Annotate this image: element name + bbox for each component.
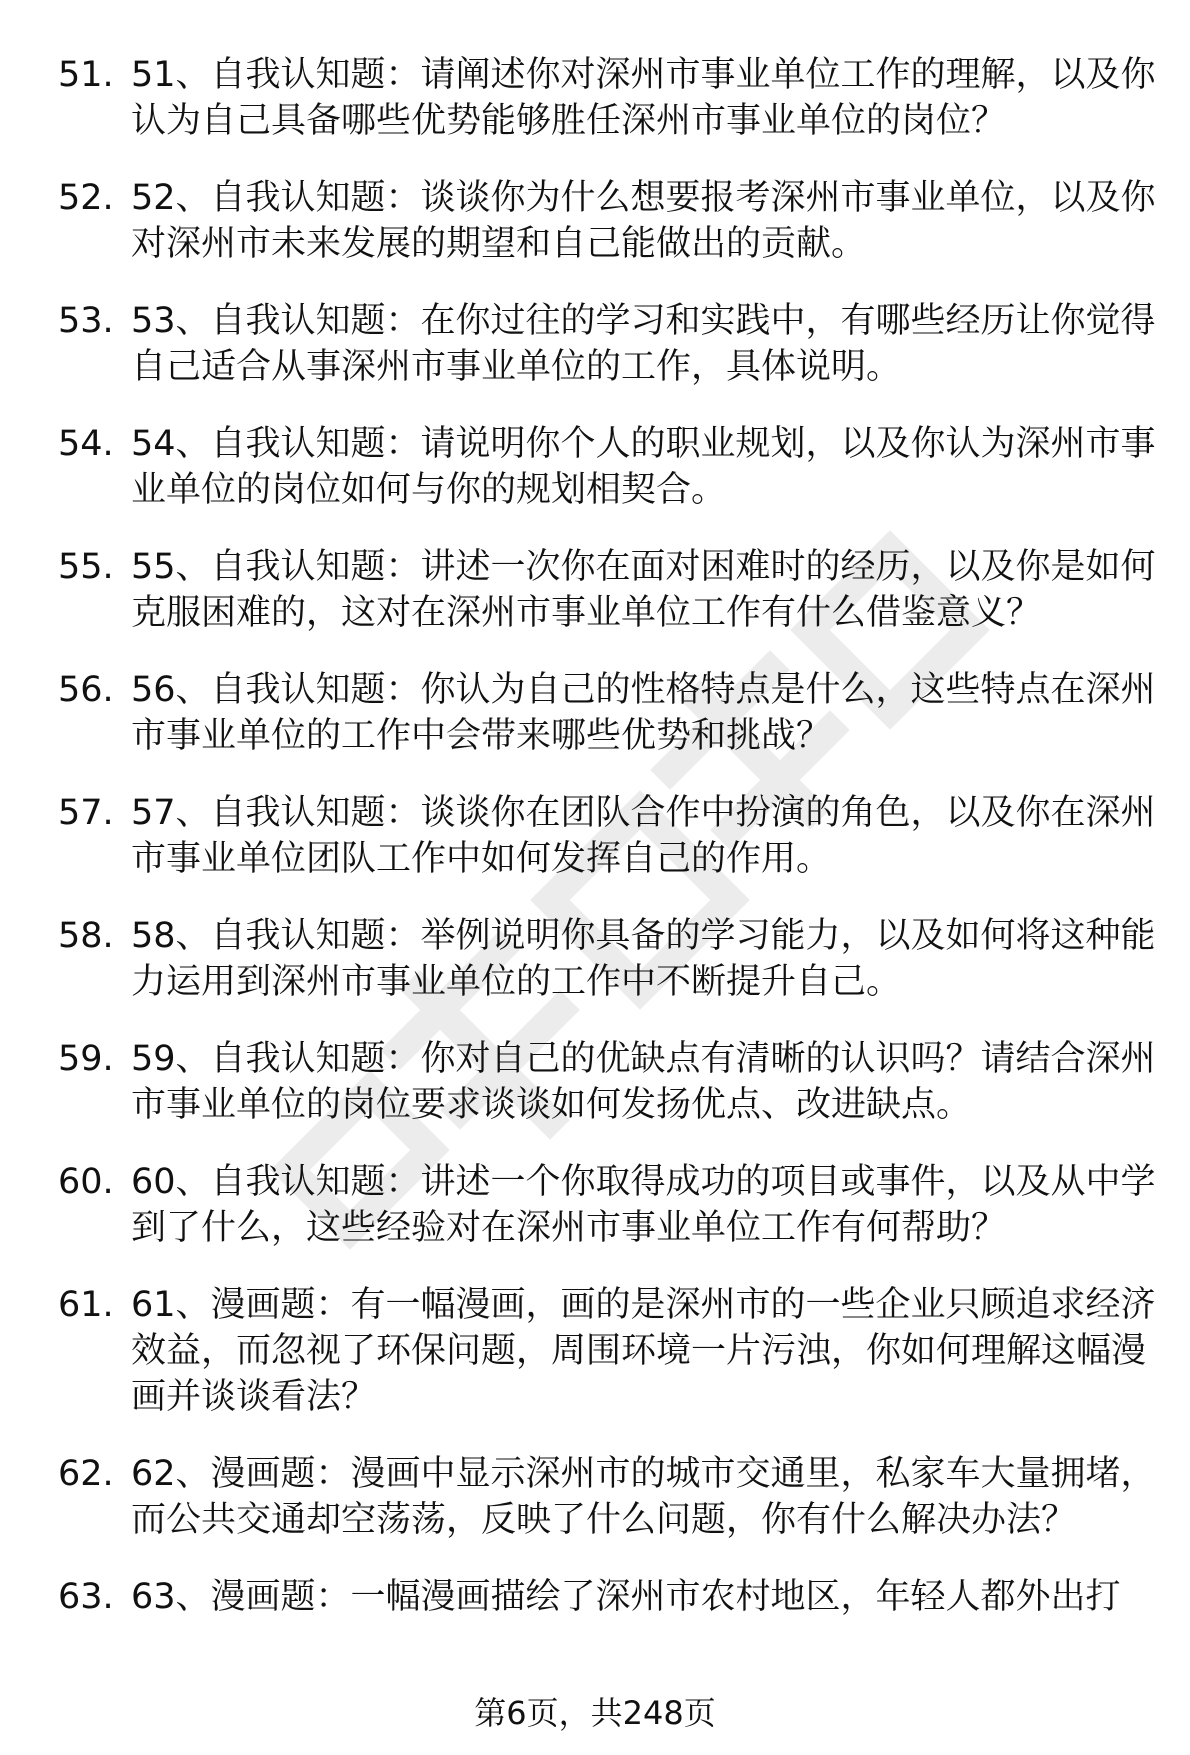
question-item xyxy=(58,1282,1158,1420)
question-number: 54. xyxy=(58,424,114,464)
question-item xyxy=(58,298,1158,390)
question-item xyxy=(58,52,1158,144)
question-item xyxy=(58,1159,1158,1251)
question-item xyxy=(58,790,1158,882)
question-number: 57. xyxy=(58,793,114,833)
question-number: 55. xyxy=(58,547,114,587)
question-item xyxy=(58,667,1158,759)
question-number: 61. xyxy=(58,1285,114,1325)
question-number: 63. xyxy=(58,1577,114,1617)
question-text: 63、漫画题：一幅漫画描绘了深州市农村地区，年轻人都外出打 xyxy=(131,1577,1121,1617)
question-item xyxy=(58,1574,1158,1620)
question-item xyxy=(58,421,1158,513)
question-number: 60. xyxy=(58,1162,114,1202)
question-number: 52. xyxy=(58,178,114,218)
question-text: 53、自我认知题：在你过往的学习和实践中，有哪些经历让你觉得自己适合从事深州市事业单位的工作，具体说明。 xyxy=(131,301,1156,387)
question-item xyxy=(58,175,1158,267)
question-number: 53. xyxy=(58,301,114,341)
question-text: 54、自我认知题：请说明你个人的职业规划，以及你认为深州市事业单位的岗位如何与你的规划相契合。 xyxy=(131,424,1156,510)
question-text: 51、自我认知题：请阐述你对深州市事业单位工作的理解，以及你认为自己具备哪些优势能够胜任深州市事业单位的岗位？ xyxy=(131,55,1156,141)
question-text: 60、自我认知题：讲述一个你取得成功的项目或事件，以及从中学到了什么，这些经验对在深州市事业单位工作有何帮助？ xyxy=(131,1162,1156,1248)
question-number: 56. xyxy=(58,670,114,710)
question-number: 62. xyxy=(58,1454,114,1494)
question-text: 52、自我认知题：谈谈你为什么想要报考深州市事业单位，以及你对深州市未来发展的期望和自己能做出的贡献。 xyxy=(131,178,1156,264)
question-item xyxy=(58,544,1158,636)
question-list xyxy=(58,52,1158,1651)
question-text: 55、自我认知题：讲述一次你在面对困难时的经历，以及你是如何克服困难的，这对在深州市事业单位工作有什么借鉴意义？ xyxy=(131,547,1156,633)
question-text: 62、漫画题：漫画中显示深州市的城市交通里，私家车大量拥堵，而公共交通却空荡荡，反映了什么问题，你有什么解决办法？ xyxy=(131,1454,1156,1540)
question-number: 51. xyxy=(58,55,114,95)
question-text: 56、自我认知题：你认为自己的性格特点是什么，这些特点在深州市事业单位的工作中会带来哪些优势和挑战？ xyxy=(131,670,1156,756)
question-number: 59. xyxy=(58,1039,114,1079)
question-text: 59、自我认知题：你对自己的优缺点有清晰的认识吗？请结合深州市事业单位的岗位要求谈谈如何发扬优点、改进缺点。 xyxy=(131,1039,1156,1125)
question-number: 58. xyxy=(58,916,114,956)
page-footer: 第6页，共248页 xyxy=(474,1694,716,1732)
question-item xyxy=(58,1036,1158,1128)
question-item xyxy=(58,913,1158,1005)
question-text: 58、自我认知题：举例说明你具备的学习能力，以及如何将这种能力运用到深州市事业单位的工作中不断提升自己。 xyxy=(131,916,1156,1002)
question-text: 61、漫画题：有一幅漫画，画的是深州市的一些企业只顾追求经济效益，而忽视了环保问题，周围环境一片污浊，你如何理解这幅漫画并谈谈看法？ xyxy=(131,1285,1156,1417)
question-item xyxy=(58,1451,1158,1543)
question-text: 57、自我认知题：谈谈你在团队合作中扮演的角色，以及你在深州市事业单位团队工作中如何发挥自己的作用。 xyxy=(131,793,1156,879)
